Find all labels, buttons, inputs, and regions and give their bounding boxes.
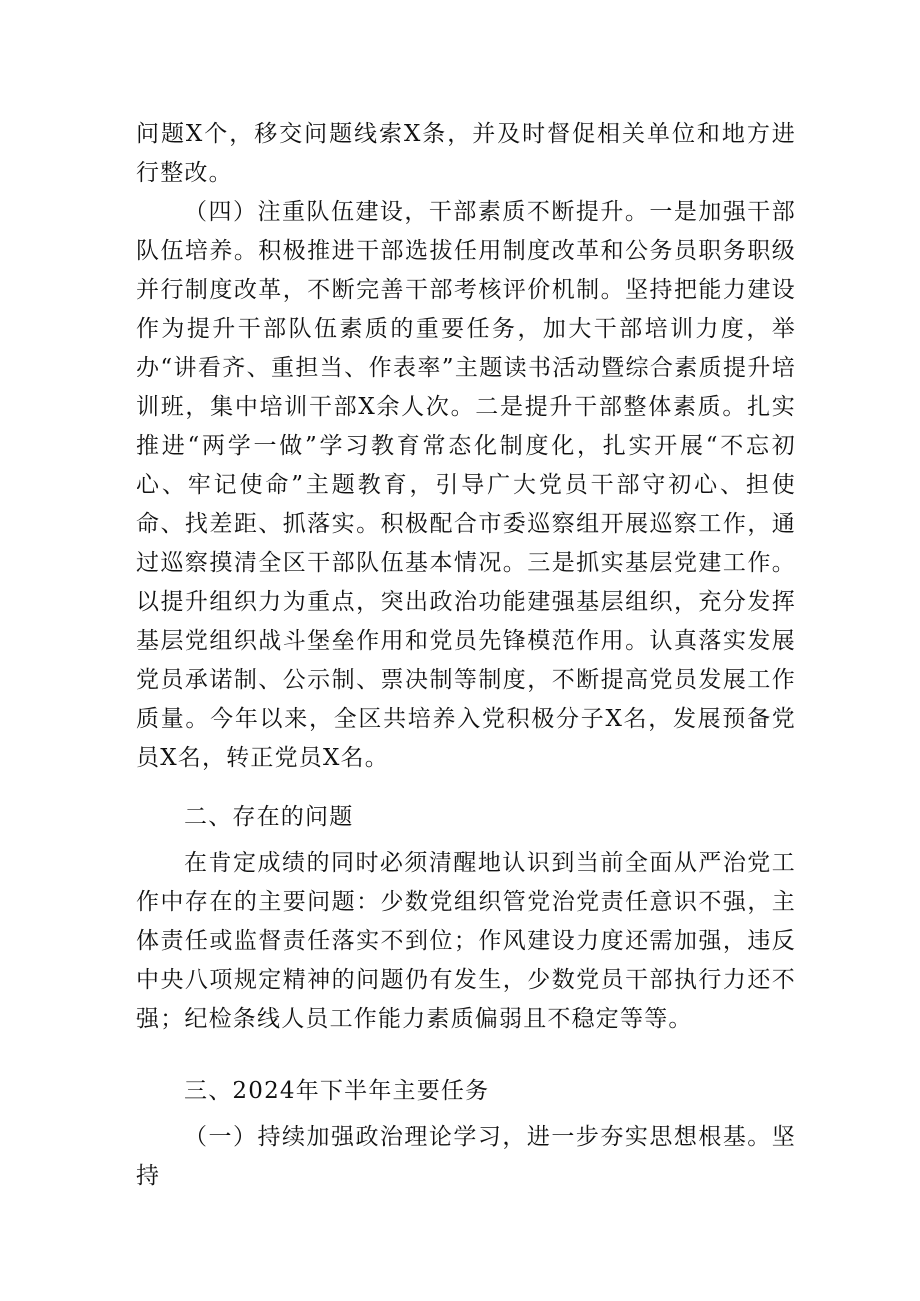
section-heading-tasks	[136, 1072, 796, 1111]
paragraph-text: （四）注重队伍建设，干部素质不断提升。一是加强干部队伍培养。积极推进干部选拔任用制度改革和公务员职务职级并行制度改革，不断完善干部考核评价机制。坚持把能力建设作为提升干部队伍素质的重要任务，加大干部培训力度，举办“讲看齐、重担当、作表率”主题读书活动暨综合素质提升培训班，集中培训干部X余人次。二是提升干部整体素质。扎实推进“两学一做”学习教育常态化制度化，扎实开展“不忘初心、牢记使命”主题教育，引导广大党员干部守初心、担使命、找差距、抓落实。积极配合市委巡察组开展巡察工作，通过巡察摸清全区干部队伍基本情况。三是抓实基层党建工作。以提升组织力为重点，突出政治功能建强基层组织，充分发挥基层党组织战斗堡垒作用和党员先锋模范作用。认真落实发展党员承诺制、公示制、票决制等制度，不断提高党员发展工作质量。今年以来，全区共培养入党积极分子X名，发展预备党员X名，转正党员X名。	[136, 199, 796, 771]
paragraph-problems	[136, 844, 796, 1039]
paragraph-continued	[136, 115, 796, 193]
paragraph-task-1	[136, 1118, 796, 1196]
paragraph-text: （一）持续加强政治理论学习，进一步夯实思想根基。坚持	[136, 1124, 796, 1189]
heading-text: 二、存在的问题	[184, 804, 354, 830]
paragraph-text: 问题X个，移交问题线索X条，并及时督促相关单位和地方进行整改。	[136, 121, 796, 186]
heading-text: 三、2024年下半年主要任务	[184, 1078, 490, 1104]
paragraph-team-building	[136, 193, 796, 778]
section-heading-problems	[136, 798, 796, 837]
paragraph-text: 在肯定成绩的同时必须清醒地认识到当前全面从严治党工作中存在的主要问题：少数党组织管党治党责任意识不强，主体责任或监督责任落实不到位；作风建设力度还需加强，违反中央八项规定精神的问题仍有发生，少数党员干部执行力还不强；纪检条线人员工作能力素质偏弱且不稳定等等。	[136, 850, 796, 1032]
